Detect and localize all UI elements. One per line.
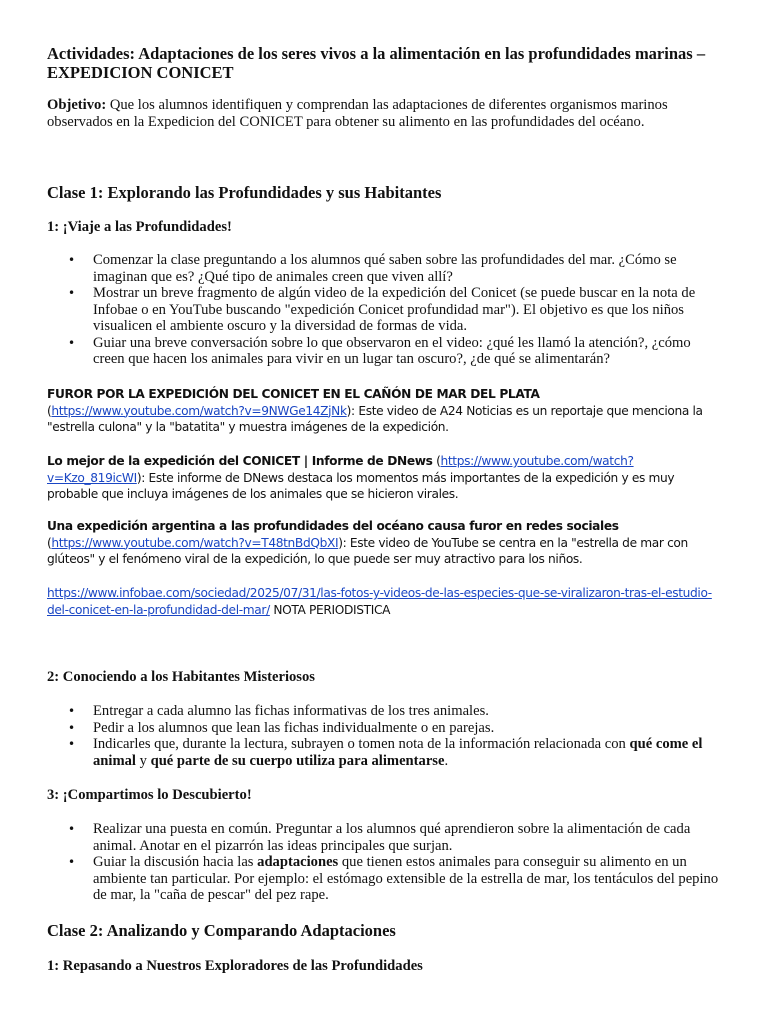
resource-link[interactable]: https://www.youtube.com/watch?v=Kzo_819icWI (47, 454, 634, 485)
resource-description: ): Este video de A24 Noticias es un reportaje que menciona la "estrella culona" y la "batatita" y muestra imágenes de la expedición. (47, 403, 703, 434)
list-item: • Pedir a los alumnos que lean las fichas individualmente o en parejas. (93, 720, 719, 737)
clase2-s1-heading: 1: Repasando a Nuestros Exploradores de las Profundidades (47, 958, 423, 974)
list-item: • Mostrar un breve fragmento de algún video de la expedición del Conicet (se puede buscar en la nota de Infobae o en YouTube buscando "expedición Conicet profundidad mar"). El objetivo es que los niños visualicen el ambiente oscuro y la diversidad de formas de vida. (93, 285, 719, 335)
clase1-s2-heading: 2: Conociendo a los Habitantes Misteriosos (47, 669, 315, 685)
clase1-heading: Clase 1: Explorando las Profundidades y sus Habitantes (47, 183, 442, 202)
resource-link[interactable]: https://www.youtube.com/watch?v=9NWGe14ZjNk (51, 403, 347, 418)
clase1-s2-list (47, 703, 719, 769)
resource-title: Una expedición argentina a las profundidades del océano causa furor en redes sociales (47, 519, 619, 533)
resource-title: FUROR POR LA EXPEDICIÓN DEL CONICET EN EL CAÑÓN DE MAR DEL PLATA (47, 387, 540, 401)
clase1-s1-heading: 1: ¡Viaje a las Profundidades! (47, 219, 232, 235)
article-link[interactable]: https://www.infobae.com/sociedad/2025/07/31/las-fotos-y-videos-de-las-especies-que-se-viralizaron-tras-el-estudio-del-conicet-en-la-profundidad-del-mar/ (47, 586, 712, 617)
article-label: NOTA PERIODISTICA (269, 602, 391, 617)
list-item: • Comenzar la clase preguntando a los alumnos qué saben sobre las profundidades del mar. ¿Cómo se imaginan que es? ¿Qué tipo de animales creen que viven allí? (93, 252, 719, 285)
clase1-s1-list (47, 252, 719, 368)
resource-description: ): Este video de YouTube se centra en la "estrella de mar con glúteos" y el fenómeno viral de la expedición, lo que puede ser muy atractivo para los niños. (47, 535, 688, 566)
document-title: Actividades: Adaptaciones de los seres vivos a la alimentación en las profundidades marinas – EXPEDICION CONICET (47, 44, 706, 82)
list-item: • Realizar una puesta en común. Preguntar a los alumnos qué aprendieron sobre la alimentación de cada animal. Anotar en el pizarrón las ideas principales que surjan. (93, 821, 719, 854)
resource-title: Lo mejor de la expedición del CONICET | Informe de DNews (47, 454, 433, 468)
list-item-text: . (444, 752, 449, 769)
resource-paren: ( (47, 403, 52, 418)
list-item-emphasis: qué parte de su cuerpo utiliza para alimentarse (150, 752, 445, 769)
resource-video-2 (47, 453, 719, 503)
clase2-heading: Clase 2: Analizando y Comparando Adaptaciones (47, 921, 396, 940)
resource-description: ): Este informe de DNews destaca los momentos más importantes de la expedición y es muy probable que incluya imágenes de los animales que se hicieron virales. (47, 470, 675, 501)
article-reference (47, 585, 719, 618)
objective-paragraph (47, 97, 719, 131)
list-item-text: y (135, 752, 151, 769)
list-item-emphasis: adaptaciones (257, 854, 339, 870)
list-item: • Entregar a cada alumno las fichas informativas de los tres animales. (93, 703, 719, 720)
list-item-text: que tienen estos animales para conseguir su alimento en un ambiente tan particular. Por ejemplo: el estómago extensible de la estrella de mar, los tentáculos del pepino de mar, la "caña de pescar" del pez rape. (93, 854, 719, 903)
clase1-s3-list (47, 821, 719, 904)
objective-label: Objetivo: (47, 97, 107, 113)
list-item: • Guiar una breve conversación sobre lo que observaron en el video: ¿qué les llamó la atención?, ¿cómo creen que hacen los animales para vivir en un lugar tan oscuro?, ¿de qué se alimentarán? (93, 335, 719, 368)
list-item-text: Indicarles que, durante la lectura, subrayen o tomen nota de la información relacionada con (93, 736, 630, 752)
resource-paren: ( (432, 454, 441, 468)
resource-video-3 (47, 518, 719, 568)
list-item-text: Guiar la discusión hacia las (93, 854, 258, 870)
list-item-emphasis: qué come el animal (93, 736, 703, 769)
resource-link[interactable]: https://www.youtube.com/watch?v=T48tnBdQbXI (51, 535, 339, 550)
resource-video-1 (47, 386, 719, 436)
objective-text: Que los alumnos identifiquen y comprendan las adaptaciones de diferentes organismos marinos observados en la Expedicion del CONICET para obtener su alimento en las profundidades del océano. (47, 97, 668, 130)
resource-paren: ( (47, 535, 52, 550)
list-item (93, 854, 719, 904)
list-item (93, 736, 719, 769)
clase1-s3-heading: 3: ¡Compartimos lo Descubierto! (47, 787, 252, 803)
